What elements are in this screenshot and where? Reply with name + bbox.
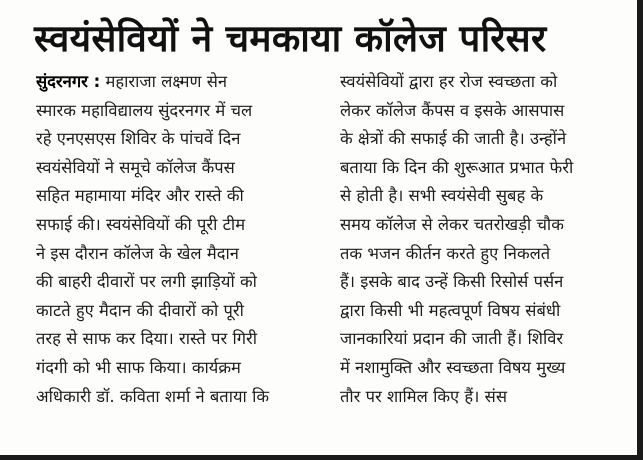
article-column-left	[36, 68, 319, 411]
dateline: सुंदरनगर :	[36, 72, 101, 91]
article-line: बताया कि दिन की शुरूआत प्रभात फेरी	[340, 157, 574, 177]
article-line: गंदगी को भी साफ किया। कार्यक्रम	[36, 357, 241, 377]
article-line: की बाहरी दीवारों पर लगी झाड़ियों को	[36, 272, 257, 292]
article-line: तरह से साफ कर दिया। रास्ते पर गिरी	[36, 329, 258, 349]
article-line-text: महाराजा लक्ष्मण सेन	[105, 72, 228, 91]
article-line: सहित महामाया मंदिर और रास्ते की	[36, 186, 244, 206]
article-line: द्वारा किसी भी महत्वपूर्ण विषय संबंधी	[340, 300, 561, 320]
article-line: सफाई की। स्वयंसेवियों की पूरी टीम	[36, 214, 246, 234]
article-line: स्वयंसेवियों ने समूचे कॉलेज कैंपस	[36, 157, 235, 177]
article-headline: स्वयंसेवियों ने चमकाया कॉलेज परिसर	[34, 17, 547, 60]
article-line: समय कॉलेज से लेकर चतरोखड़ी चौक	[340, 214, 564, 234]
article-line: स्वयंसेवियों द्वारा हर रोज स्वच्छता को	[340, 72, 558, 91]
article-line: लेकर कॉलेज कैंपस व इसके आसपास	[340, 100, 565, 120]
article-line: के क्षेत्रों की सफाई की जाती है। उन्होंने	[340, 129, 567, 149]
article-line: अधिकारी डॉ. कविता शर्मा ने बताया कि	[36, 386, 270, 406]
article-line: तक भजन कीर्तन करते हुए निकलते	[340, 243, 551, 263]
article-line: काटते हुए मैदान की दीवारों को पूरी	[36, 300, 244, 320]
article-line: स्मारक महाविद्यालय सुंदरनगर में चल	[36, 100, 253, 120]
article-line: रहे एनएसएस शिविर के पांचवें दिन	[36, 129, 241, 149]
article-line	[36, 68, 319, 97]
article-line: तौर पर शामिल किए हैं। संस	[340, 386, 507, 406]
article-line: में नशामुक्ति और स्वच्छता विषय मुख्य	[340, 357, 566, 377]
article-column-right	[340, 68, 624, 411]
article-line: हैं। इसके बाद उन्हें किसी रिसोर्स पर्सन	[340, 272, 564, 292]
article-line: जानकारियां प्रदान की जाती हैं। शिविर	[340, 329, 564, 349]
article-line: से होती है। सभी स्वयंसेवी सुबह के	[340, 186, 544, 206]
article-line: ने इस दौरान कॉलेज के खेल मैदान	[36, 243, 239, 263]
